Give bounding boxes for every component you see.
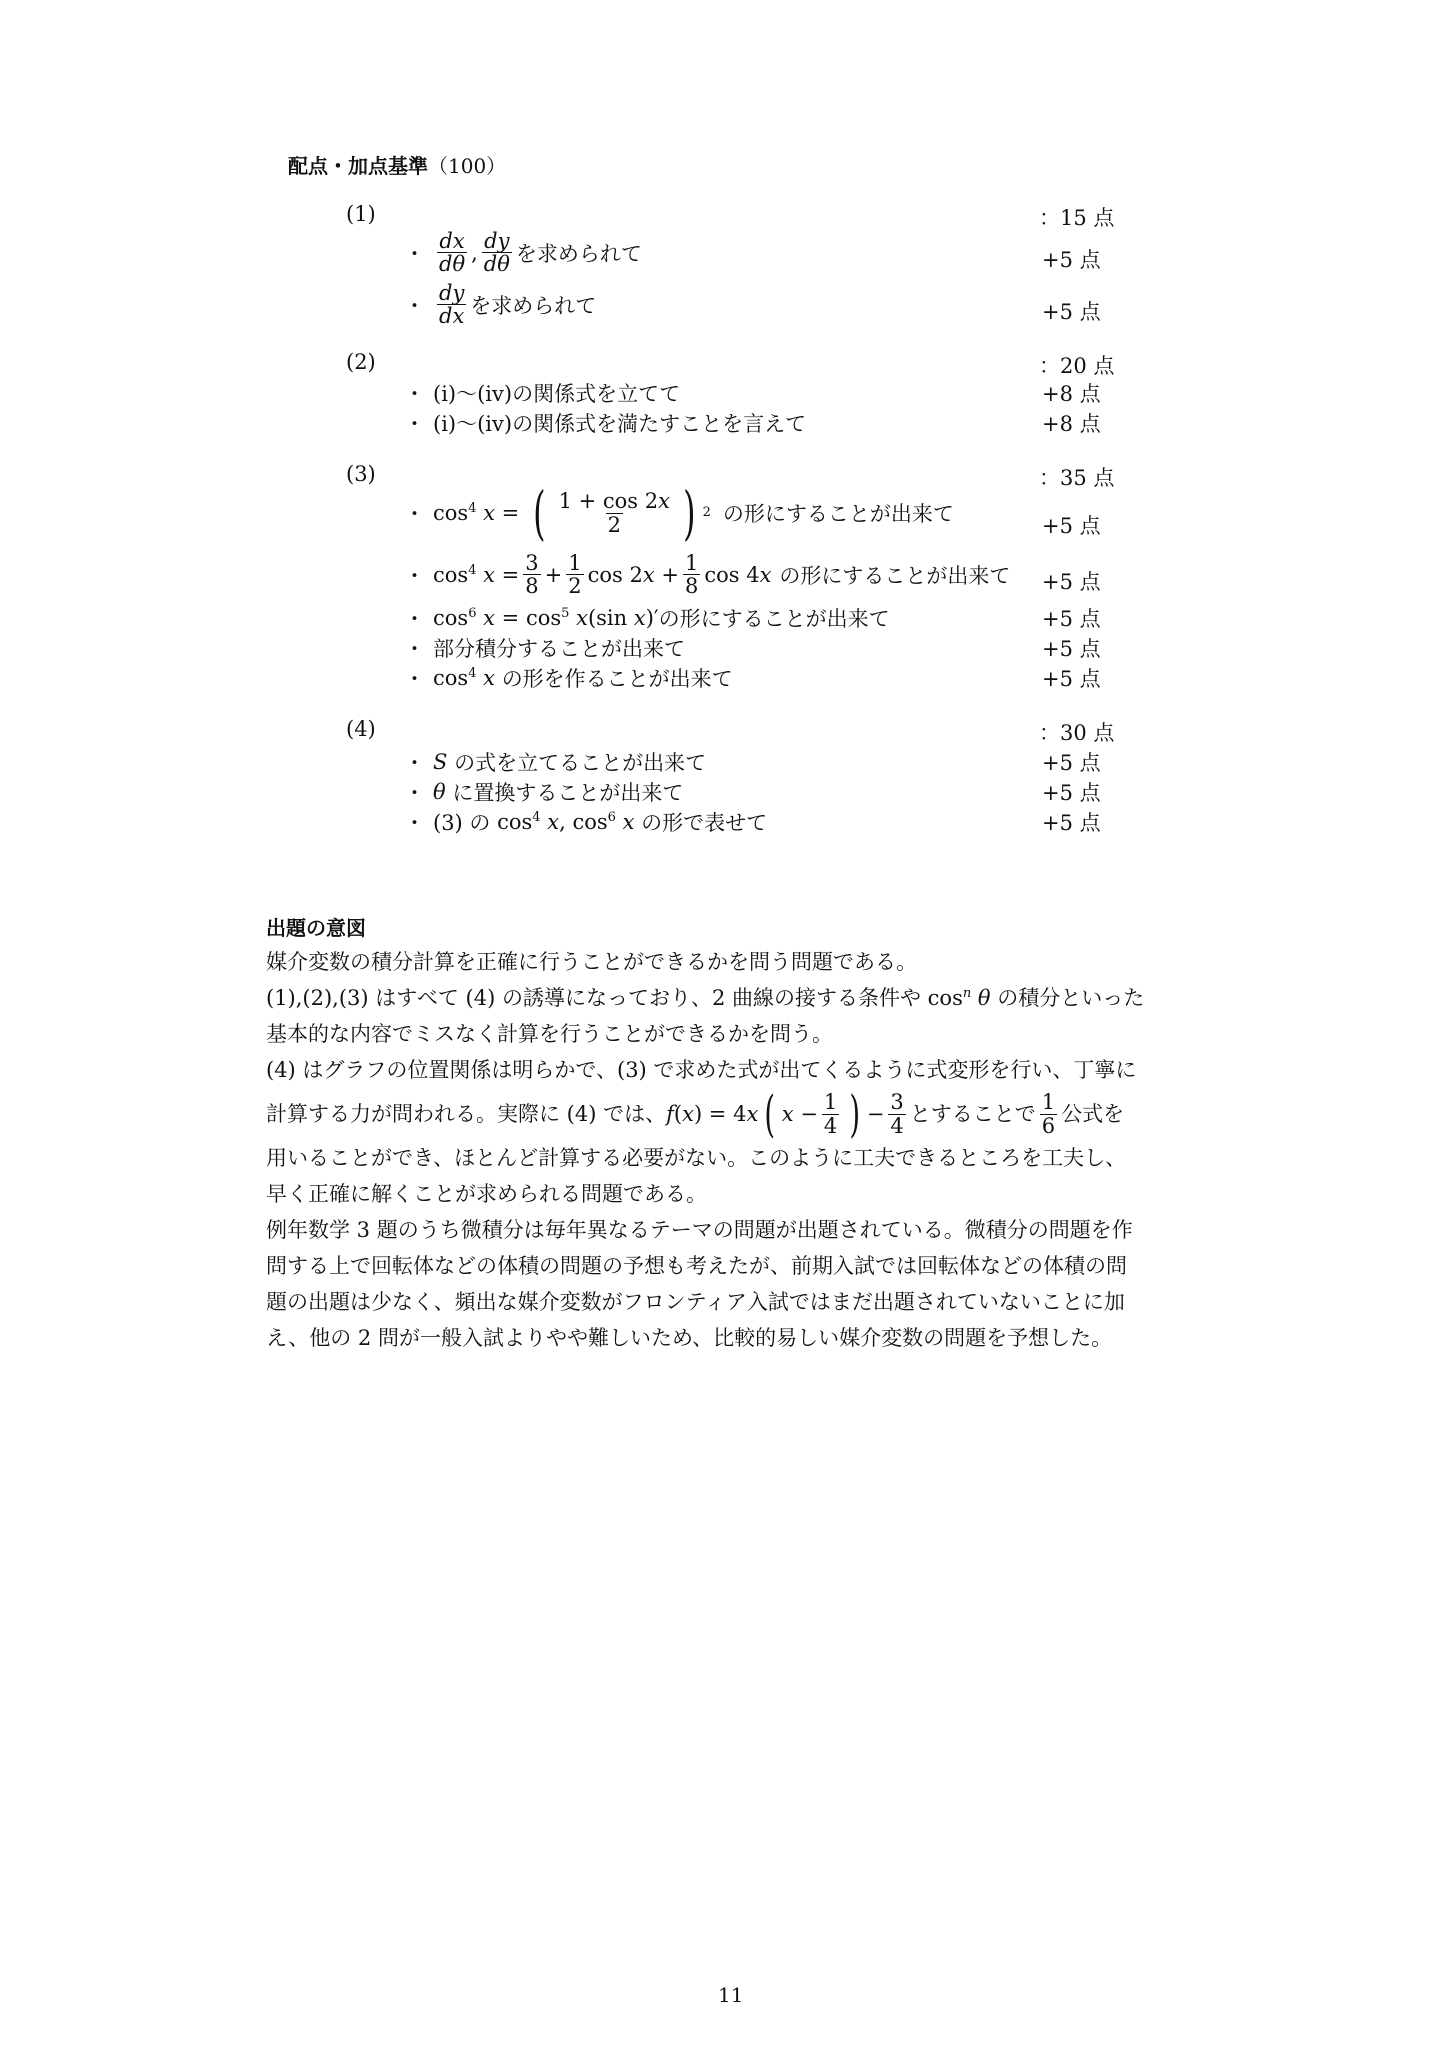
intent-heading: 出題の意図 <box>266 916 366 940</box>
part1-row2: ・ $\frac{dy}{dx}$ を求められて <box>404 281 597 329</box>
part2-row1-text: (i)〜(iv)の関係式を立てて <box>433 382 681 406</box>
math-cos4-cos6: $\cos^4 x$, $\cos^6 x$ <box>497 810 635 834</box>
intent-para-2-cont: 基本的な内容でミスなく計算を行うことができるかを問う。 <box>266 1022 833 1046</box>
part4-row1-points: +5 点 <box>1042 751 1101 775</box>
math-cosn-theta: $\cos^n \theta$ <box>927 986 991 1010</box>
part1-row1: ・ $\frac{dx}{d\theta}$ , $\frac{dy}{d\theta}$ を求められて <box>404 229 642 277</box>
part3-row5: ・ $\cos^4 x$ の形を作ることが出来て <box>404 663 733 693</box>
math-one-sixth: $\frac{1}{6}$ <box>1041 1090 1056 1138</box>
part3-row3-points: +5 点 <box>1042 607 1101 631</box>
math-cos4x: $\cos^4 x$ <box>433 666 495 690</box>
intent-para-2: (1),(2),(3) はすべて (4) の誘導になっており、2 曲線の接する条件や $\cos^n \theta$ の積分といった <box>266 986 1145 1010</box>
part3-row1-text: の形にすることが出来て <box>722 502 954 526</box>
part3-row2-text: の形にすることが出来て <box>779 563 1011 588</box>
math-dx-dtheta: $\frac{dx}{d\theta}$ <box>439 229 466 277</box>
part1-row1-points: +5 点 <box>1042 248 1101 272</box>
part1-number: (1) <box>346 202 376 226</box>
part3-number: (3) <box>346 462 376 486</box>
part2-row2-points: +8 点 <box>1042 412 1101 436</box>
part4-row1: ・ S の式を立てることが出来て <box>404 747 706 777</box>
part3-row5-points: +5 点 <box>1042 667 1101 691</box>
part3-row2-points: +5 点 <box>1042 570 1101 594</box>
intent-para-4-line1: 例年数学 3 題のうち微積分は毎年異なるテーマの問題が出題されている。微積分の問題を作 <box>266 1218 1133 1242</box>
part2-row1: ・ (i)〜(iv)の関係式を立てて <box>404 378 680 408</box>
part3-row3-text: の形にすることが出来て <box>658 607 890 631</box>
part1-row2-text: を求められて <box>470 293 597 318</box>
part1-row2-points: +5 点 <box>1042 300 1101 324</box>
intent-para-1: 媒介変数の積分計算を正確に行うことができるかを問う問題である。 <box>266 950 917 974</box>
part3-row1: ・ $\cos^4 x$ = ( $\frac{1 + \cos 2x}{2}$ ) 2 の形にすることが出来て <box>404 479 954 547</box>
part2-row1-points: +8 点 <box>1042 382 1101 406</box>
part4-total: ：30 点 <box>1039 721 1115 745</box>
part1-row1-text: を求められて <box>515 241 642 266</box>
intent-para-3-formula-line: 計算する力が問われる。実際に (4) では、 f(x) = 4x ( x − $\frac{1}{4}$ ) − $\frac{3}{4}$ とすることで $\frac{1}{6}$ 公式を <box>266 1085 1125 1143</box>
page-number: 11 <box>718 1983 744 2007</box>
math-cos4-expansion: $\cos^4 x$ = $\frac{3}{8}$ + $\frac{1}{2}$ cos 2x + $\frac{1}{8}$ cos 4x <box>433 551 772 599</box>
part3-row3: ・ $\cos^6 x = \cos^5 x(\sin$ x)′ の形にすることが出来て <box>404 603 890 633</box>
part4-row2-text: に置換することが出来て <box>452 781 684 805</box>
part3-row2: ・ $\cos^4 x$ = $\frac{3}{8}$ + $\frac{1}{2}$ cos 2x + $\frac{1}{8}$ cos 4x の形にすることが出来て <box>404 551 1011 599</box>
part3-row5-text: の形を作ることが出来て <box>501 667 733 691</box>
intent-para-4-line3: 題の出題は少なく、頻出な媒介変数がフロンティア入試ではまだ出題されていないことに加 <box>266 1290 1125 1314</box>
math-dy-dx: $\frac{dy}{dx}$ <box>439 281 465 329</box>
intent-body <box>266 944 1196 1356</box>
intent-para-4-line2: 問する上で回転体などの体積の問題の予想も考えたが、前期入試では回転体などの体積の問 <box>266 1254 1127 1278</box>
part2-row2: ・ (i)〜(iv)の関係式を満たすことを言えて <box>404 408 806 438</box>
part4-row3-head: (3) の <box>433 811 491 835</box>
part1-total: ：15 点 <box>1039 206 1115 230</box>
intent-para-3: (4) はグラフの位置関係は明らかで、(3) で求めた式が出てくるように式変形を行い、丁寧に <box>266 1058 1137 1082</box>
intent-para-4-line4: え、他の 2 問が一般入試よりやや難しいため、比較的易しい媒介変数の問題を予想した。 <box>266 1326 1113 1350</box>
part3-row1-points: +5 点 <box>1042 514 1101 538</box>
part2-row2-text: (i)〜(iv)の関係式を満たすことを言えて <box>433 412 807 436</box>
intent-para-3-cont1: 用いることができ、ほとんど計算する必要がない。このように工夫できるところを工夫し、 <box>266 1146 1127 1170</box>
part4-row2: ・ θ に置換することが出来て <box>404 777 683 807</box>
scoring-total: （100） <box>428 154 507 178</box>
scoring-heading <box>288 150 506 179</box>
part4-row2-points: +5 点 <box>1042 781 1101 805</box>
part3-row4-points: +5 点 <box>1042 637 1101 661</box>
part4-row3-points: +5 点 <box>1042 811 1101 835</box>
part4-row3: ・ (3) の $\cos^4 x$, $\cos^6 x$ の形で表せて <box>404 807 767 837</box>
part4-row1-text: の式を立てることが出来て <box>454 751 707 775</box>
math-cos6: $\cos^6 x = \cos^5 x(\sin$ x)′ <box>433 606 659 630</box>
part2-total: ：20 点 <box>1039 354 1115 378</box>
part3-total: ：35 点 <box>1039 466 1115 490</box>
math-cos4-square: $\cos^4 x$ = ( $\frac{1 + \cos 2x}{2}$ ) 2 <box>433 479 711 547</box>
math-f-of-x: f(x) = 4x ( x − $\frac{1}{4}$ ) − $\frac{3}{4}$ <box>666 1085 904 1143</box>
part4-row3-text: の形で表せて <box>641 811 768 835</box>
math-dy-dtheta: $\frac{dy}{d\theta}$ <box>483 229 510 277</box>
part4-number: (4) <box>346 717 376 741</box>
scoring-title: 配点・加点基準 <box>288 154 428 178</box>
part2-number: (2) <box>346 350 376 374</box>
intent-para-3-cont2: 早く正確に解くことが求められる問題である。 <box>266 1182 707 1206</box>
part3-row4-text: 部分積分することが出来て <box>433 637 685 661</box>
part3-row4: ・ 部分積分することが出来て <box>404 633 685 663</box>
